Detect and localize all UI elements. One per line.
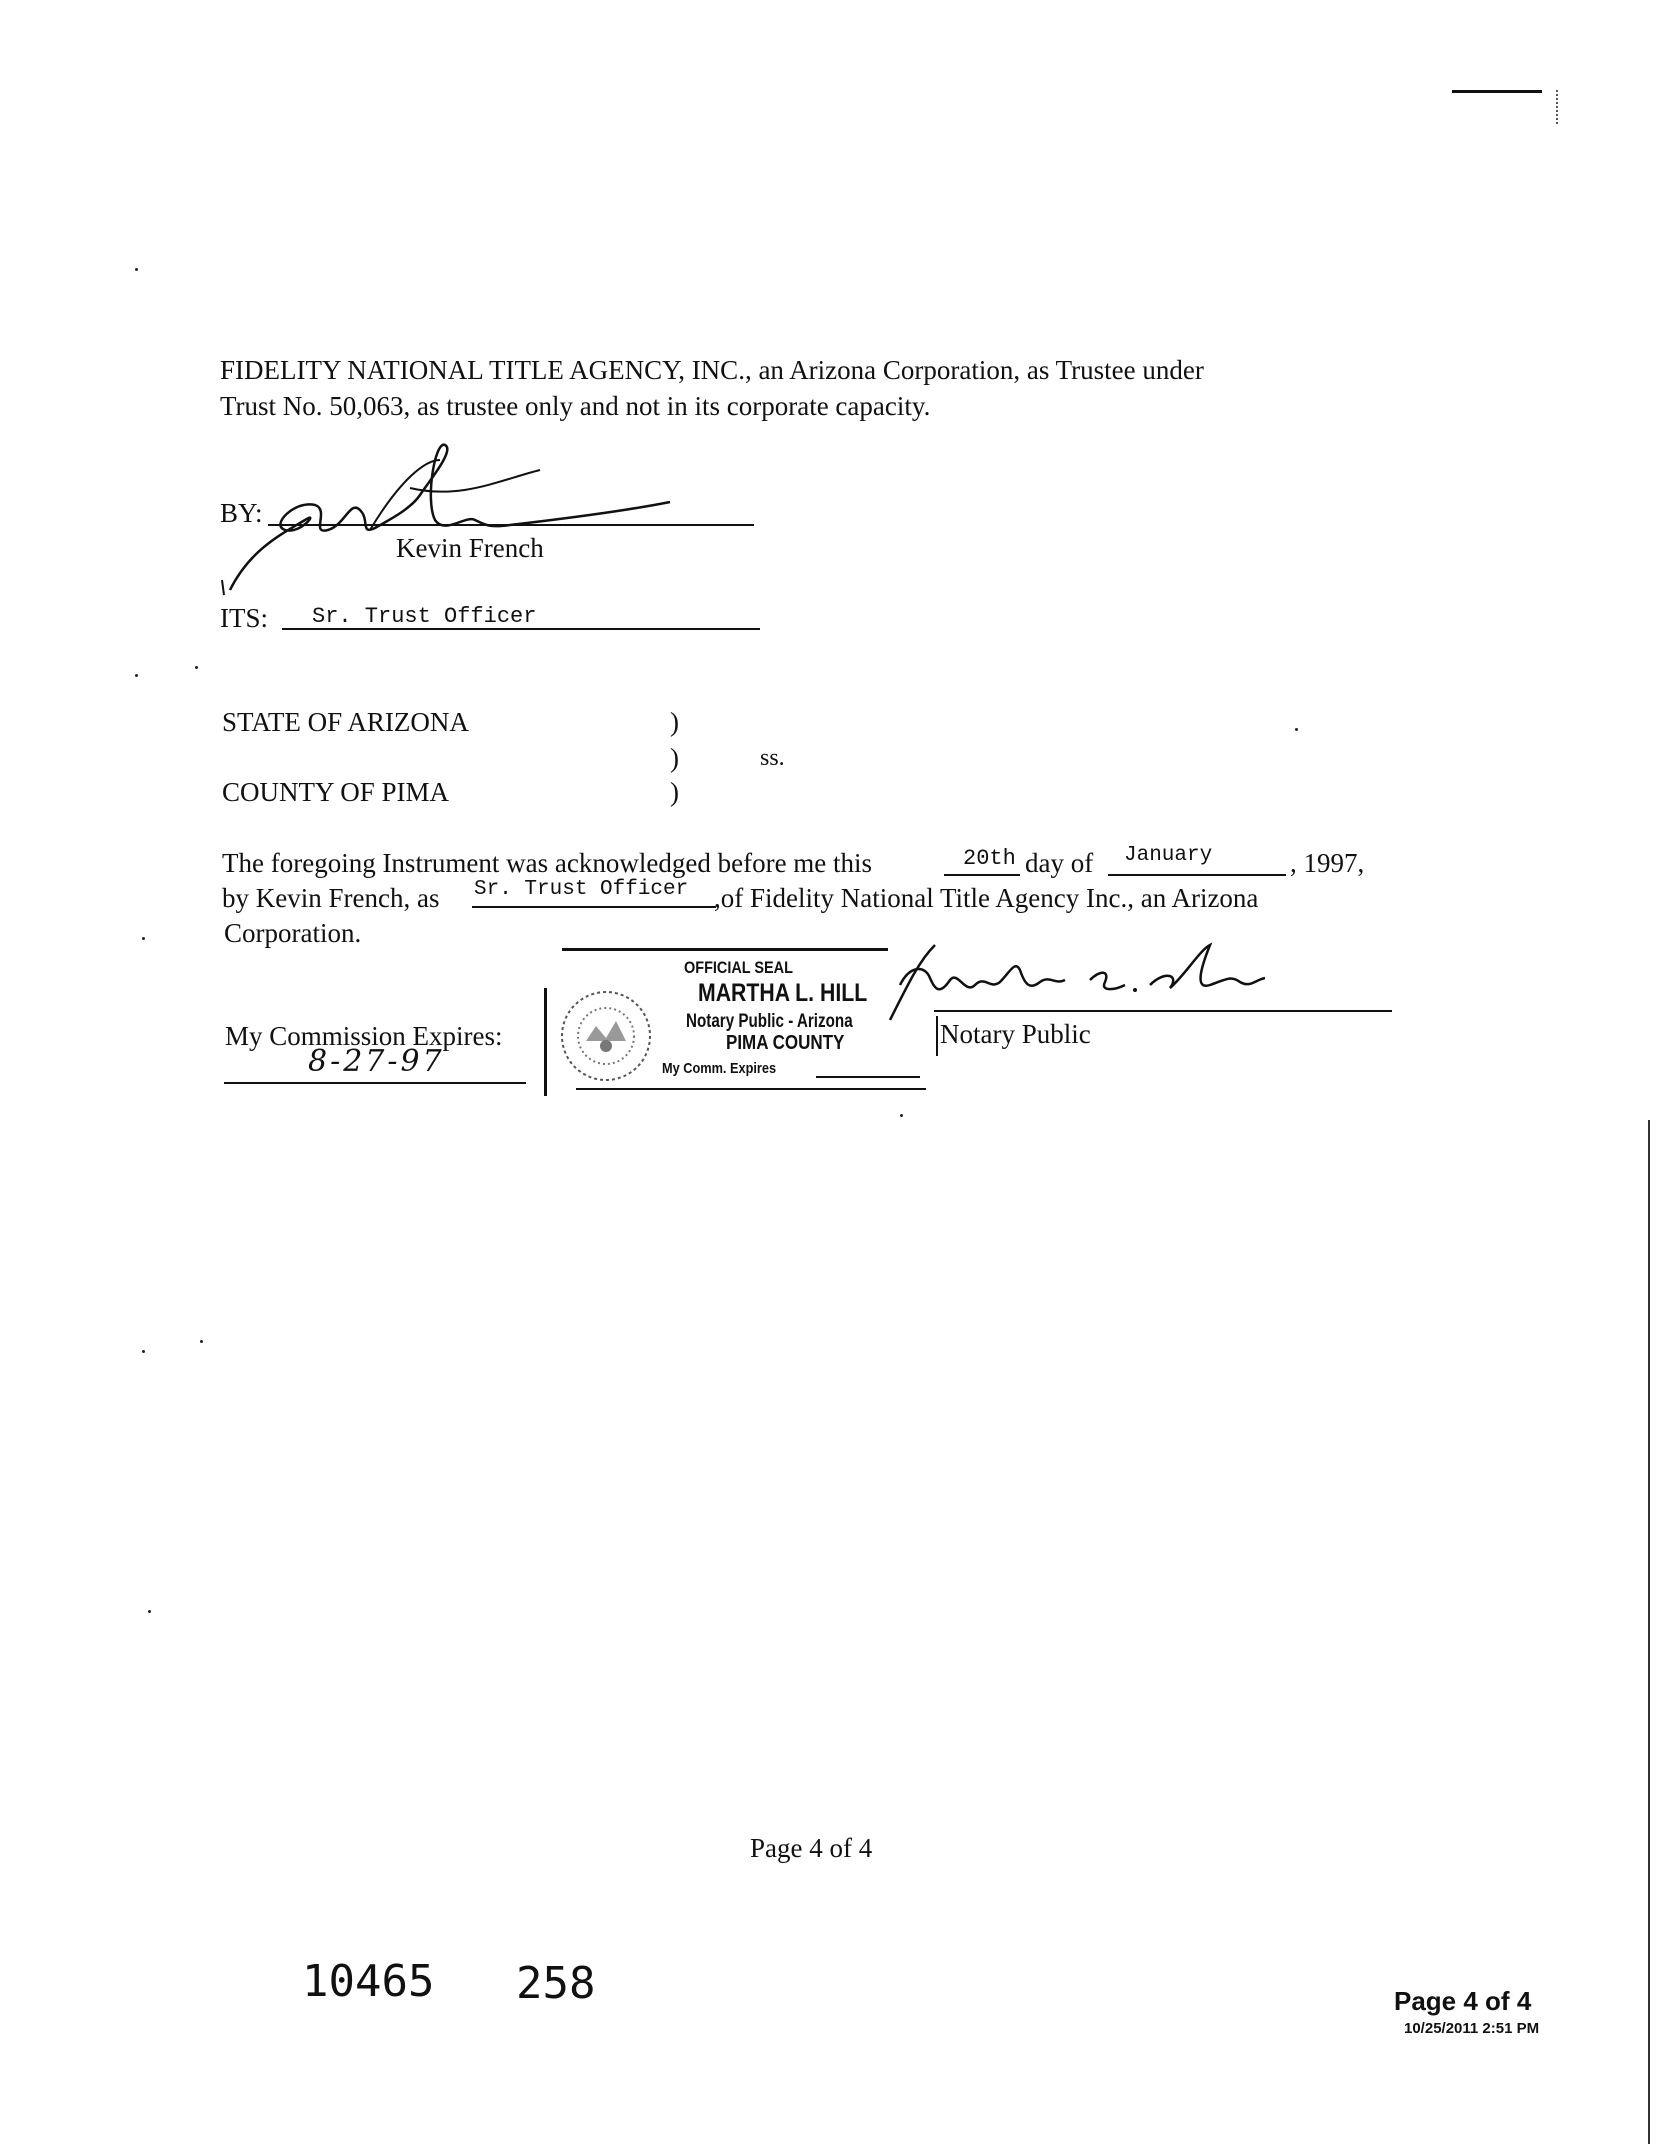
ack-line3: Corporation. [224, 918, 362, 948]
header-line-1: FIDELITY NATIONAL TITLE AGENCY, INC., an Arizona Corporation, as Trustee under [220, 355, 1204, 385]
seal-title: OFFICIAL SEAL [684, 958, 793, 977]
scan-speck [200, 1340, 203, 1343]
ack-day: 20th [963, 846, 1016, 871]
footer-timestamp: 10/25/2011 2:51 PM [1404, 2020, 1540, 2037]
commission-date: 8-27-97 [308, 1044, 445, 1079]
scan-speck [135, 268, 138, 271]
commission-underline [224, 1082, 526, 1084]
seal-bottom-rule [576, 1088, 926, 1090]
commission-label: My Commission Expires: [225, 1021, 503, 1051]
ss-label: ss. [760, 745, 785, 771]
venue-paren-3: ) [670, 777, 679, 807]
scan-speck [148, 1610, 151, 1613]
ack-day-underline [944, 874, 1020, 876]
ack-month: January [1124, 844, 1213, 867]
ack-title: Sr. Trust Officer [474, 878, 689, 901]
its-underline [282, 628, 760, 630]
signer-name: Kevin French [396, 533, 544, 563]
by-label: BY: [220, 498, 263, 528]
county-label: COUNTY OF PIMA [222, 777, 450, 807]
header-line-2: Trust No. 50,063, as trustee only and not in its corporate capacity. [220, 391, 931, 421]
ack-title-underline [472, 906, 716, 908]
notary-seal-stamp [544, 948, 926, 1096]
page-center-label: Page 4 of 4 [750, 1833, 873, 1863]
seal-name: MARTHA L. HILL [698, 979, 868, 1007]
notary-public-label: Notary Public [940, 1019, 1091, 1049]
scan-speck [900, 1114, 903, 1117]
ack-text-1: The foregoing Instrument was acknowledged before me this [222, 848, 873, 878]
scan-speck [135, 674, 138, 677]
seal-top-rule [562, 948, 888, 951]
seal-expires: My Comm. Expires [662, 1060, 777, 1077]
seal-expires-line [816, 1076, 920, 1078]
notary-signature-line [934, 1010, 1392, 1012]
ack-month-underline [1108, 874, 1286, 876]
venue-paren-2: ) [670, 743, 679, 773]
signature-kevin-french [210, 440, 680, 600]
ack-year: , 1997, [1290, 848, 1365, 878]
corner-mark [1452, 90, 1542, 93]
book-number: 10465 [302, 1956, 435, 2007]
page-number: 258 [516, 1958, 596, 2009]
scan-speck [195, 666, 198, 669]
notary-bracket [936, 1016, 938, 1056]
seal-notary-line: Notary Public - Arizona [686, 1011, 853, 1032]
scan-speck [142, 937, 145, 940]
its-label: ITS: [220, 603, 269, 633]
corner-tick [1556, 90, 1558, 124]
ack-line2-part1: by Kevin French, as [222, 883, 440, 913]
seal-county: PIMA COUNTY [726, 1032, 845, 1054]
arizona-seal-icon [556, 986, 656, 1086]
its-value: Sr. Trust Officer [312, 604, 537, 629]
scan-edge [1648, 1120, 1650, 2144]
ack-line2-part2: ,of Fidelity National Title Agency Inc., an Arizona [714, 883, 1259, 913]
page-footer: Page 4 of 4 [1394, 1986, 1532, 2016]
venue-paren-1: ) [670, 707, 679, 737]
state-label: STATE OF ARIZONA [222, 707, 469, 737]
scan-speck [142, 1350, 145, 1353]
seal-left-rule [544, 988, 547, 1096]
ack-text-2: day of [1025, 848, 1094, 878]
scan-speck [1295, 728, 1298, 731]
